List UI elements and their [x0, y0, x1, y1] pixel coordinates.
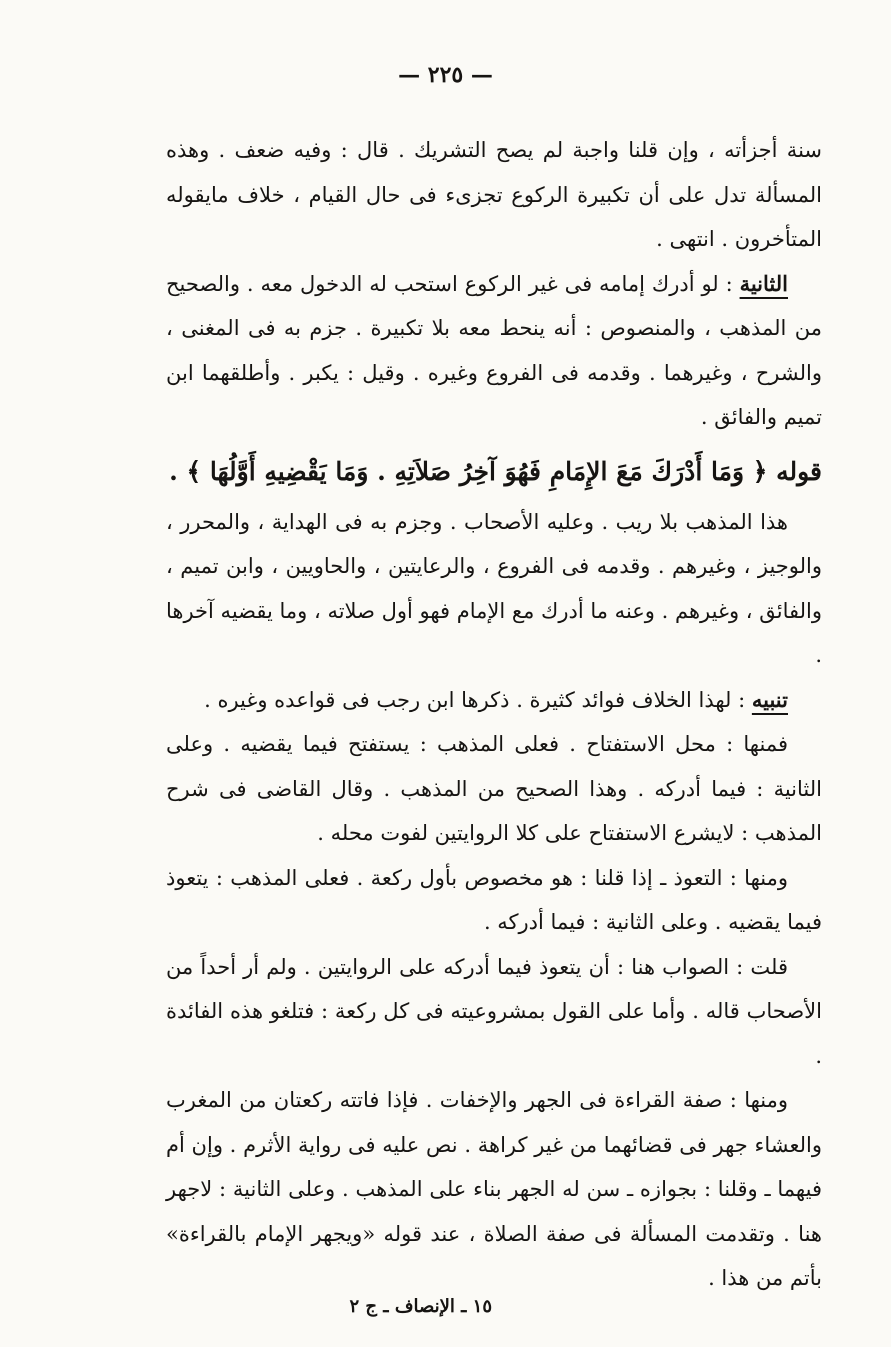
page-body	[166, 128, 822, 1301]
quoted-verse: ﴿ وَمَا أَدْرَكَ مَعَ الإِمَامِ فَهُوَ آخِرُ صَلاَتِهِ . وَمَا يَقْضِيهِ أَوَّلُهَا ﴾ .	[169, 456, 777, 486]
paragraph-8: قلت : الصواب هنا : أن يتعوذ فيما أدركه على الروايتين . ولم أر أحداً من الأصحاب قاله . وأما على القول بمشروعيته فى كل ركعة : فتلغو هذه الفائدة .	[166, 954, 822, 1068]
paragraph-2-text: : لو أدرك إمامه فى غير الركوع استحب له الدخول معه . والصحيح من المذهب ، والمنصوص : أنه ينحط معه بلا تكبيرة . جزم به فى المغنى ، والشرح ، وغيرهما . وقدمه فى الفروع وغيره . وقيل : يكبر . وأطلقهما ابن تميم والفائق .	[166, 271, 822, 429]
qawluh-label: قوله	[776, 456, 822, 486]
keyword-second: الثانية	[739, 270, 788, 296]
quoted-text-line	[166, 448, 822, 496]
paragraph-4: هذا المذهب بلا ريب . وعليه الأصحاب . وجزم به فى الهداية ، والمحرر ، والوجيز ، وغيرهم . وقدمه فى الفروع ، والرعايتين ، والحاويين ، وابن تميم ، والفائق ، وغيرهم . وعنه ما أدرك مع الإمام فهو أول صلاته ، وما يقضيه آخرها .	[166, 509, 822, 667]
paragraph-1: سنة أجزأته ، وإن قلنا واجبة لم يصح التشريك . قال : وفيه ضعف . وهذه المسألة تدل على أن تكبيرة الركوع تجزىء فى حال القيام ، خلاف مايقوله المتأخرون . انتهى .	[166, 138, 822, 251]
paragraph-9: ومنها : صفة القراءة فى الجهر والإخفات . فإذا فاتته ركعتان من المغرب والعشاء جهر فى قضائهما من غير كراهة . نص عليه فى رواية الأثرم . وإن أم فيهما ـ وقلنا : بجوازه ـ سن له الجهر بناء على المذهب . وعلى الثانية : لاجهر هنا . وتقدمت المسألة فى صفة الصلاة ، عند قوله «ويجهر الإمام بالقراءة» بأتم من هذا .	[166, 1088, 822, 1290]
paragraph-7: ومنها : التعوذ ـ إذا قلنا : هو مخصوص بأول ركعة . فعلى المذهب : يتعوذ فيما يقضيه . وعلى الثانية : فيما أدركه .	[166, 865, 822, 934]
paragraph-5-text: : لهذا الخلاف فوائد كثيرة . ذكرها ابن رجب فى قواعده وغيره .	[204, 687, 752, 712]
keyword-tanbih: تنبيه	[751, 686, 788, 712]
footer-signature: ١٥ ـ الإنصاف ـ ج ٢	[349, 1296, 492, 1317]
page-number: — ٢٢٥ —	[398, 62, 493, 88]
paragraph-5	[166, 678, 822, 723]
paragraph-2	[166, 262, 822, 440]
paragraph-6: فمنها : محل الاستفتاح . فعلى المذهب : يستفتح فيما يقضيه . وعلى الثانية : فيما أدركه . وهذا الصحيح من المذهب . وقال القاضى فى شرح المذهب : لايشرع الاستفتاح على كلا الروايتين لفوت محله .	[166, 732, 822, 845]
